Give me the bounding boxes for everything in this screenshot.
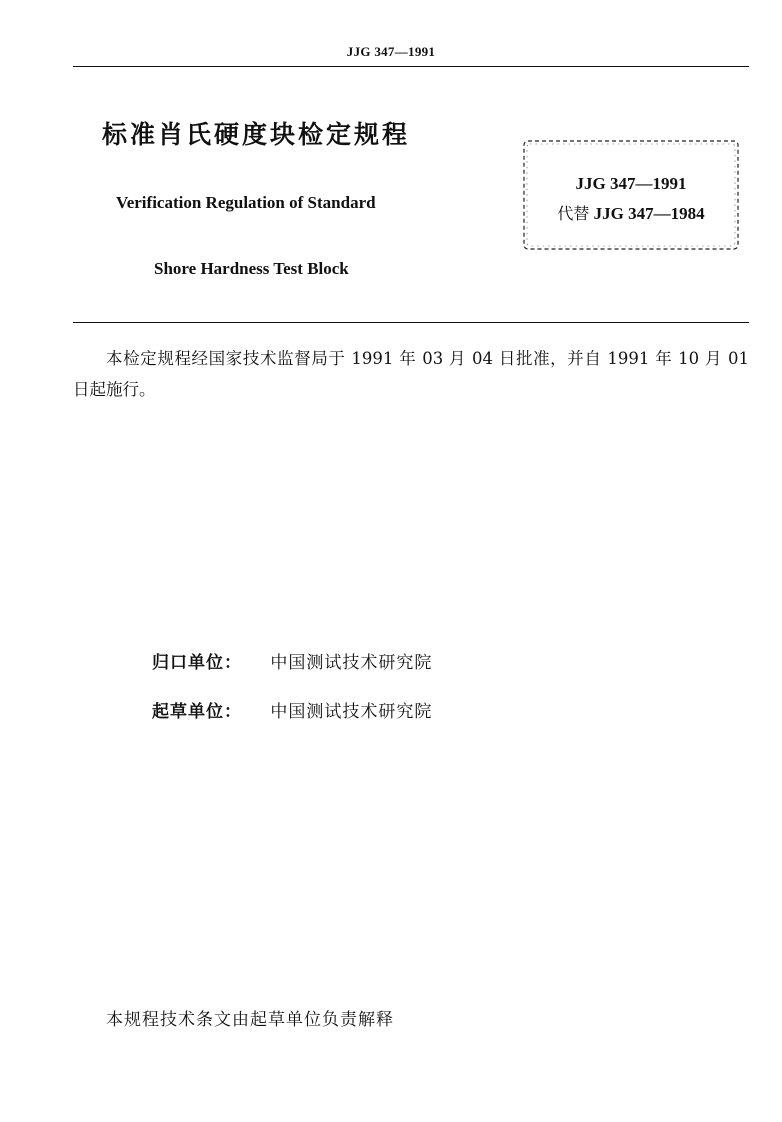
- header-rule: [73, 66, 749, 67]
- interpretation-note: 本规程技术条文由起草单位负责解释: [106, 1010, 394, 1030]
- title-chinese: 标准肖氏硬度块检定规程: [102, 120, 411, 149]
- org-label: 起草单位：: [152, 702, 242, 722]
- org-value: 中国测试技术研究院: [270, 702, 433, 722]
- code-box-border: [522, 138, 740, 252]
- replaces-label: 代替: [557, 204, 590, 223]
- org-value: 中国测试技术研究院: [270, 653, 433, 673]
- code-box-code: JJG 347—1991: [575, 174, 687, 193]
- org-label: 归口单位：: [152, 653, 242, 673]
- code-box-replaces: [522, 201, 740, 224]
- header-code: JJG 347—1991: [346, 44, 436, 59]
- org-row-drafting: [152, 697, 432, 722]
- org-row-responsible: [152, 648, 432, 673]
- title-english-line2: Shore Hardness Test Block: [154, 259, 349, 278]
- title-english-line1: Verification Regulation of Standard: [116, 193, 376, 212]
- approval-paragraph: 本检定规程经国家技术监督局于 1991 年 03 月 04 日批准，并自 1991 年 10 月 01 日起施行。: [73, 349, 749, 399]
- section-rule: [73, 322, 749, 323]
- replaces-code: JJG 347—1984: [593, 204, 705, 223]
- code-box: [522, 138, 740, 252]
